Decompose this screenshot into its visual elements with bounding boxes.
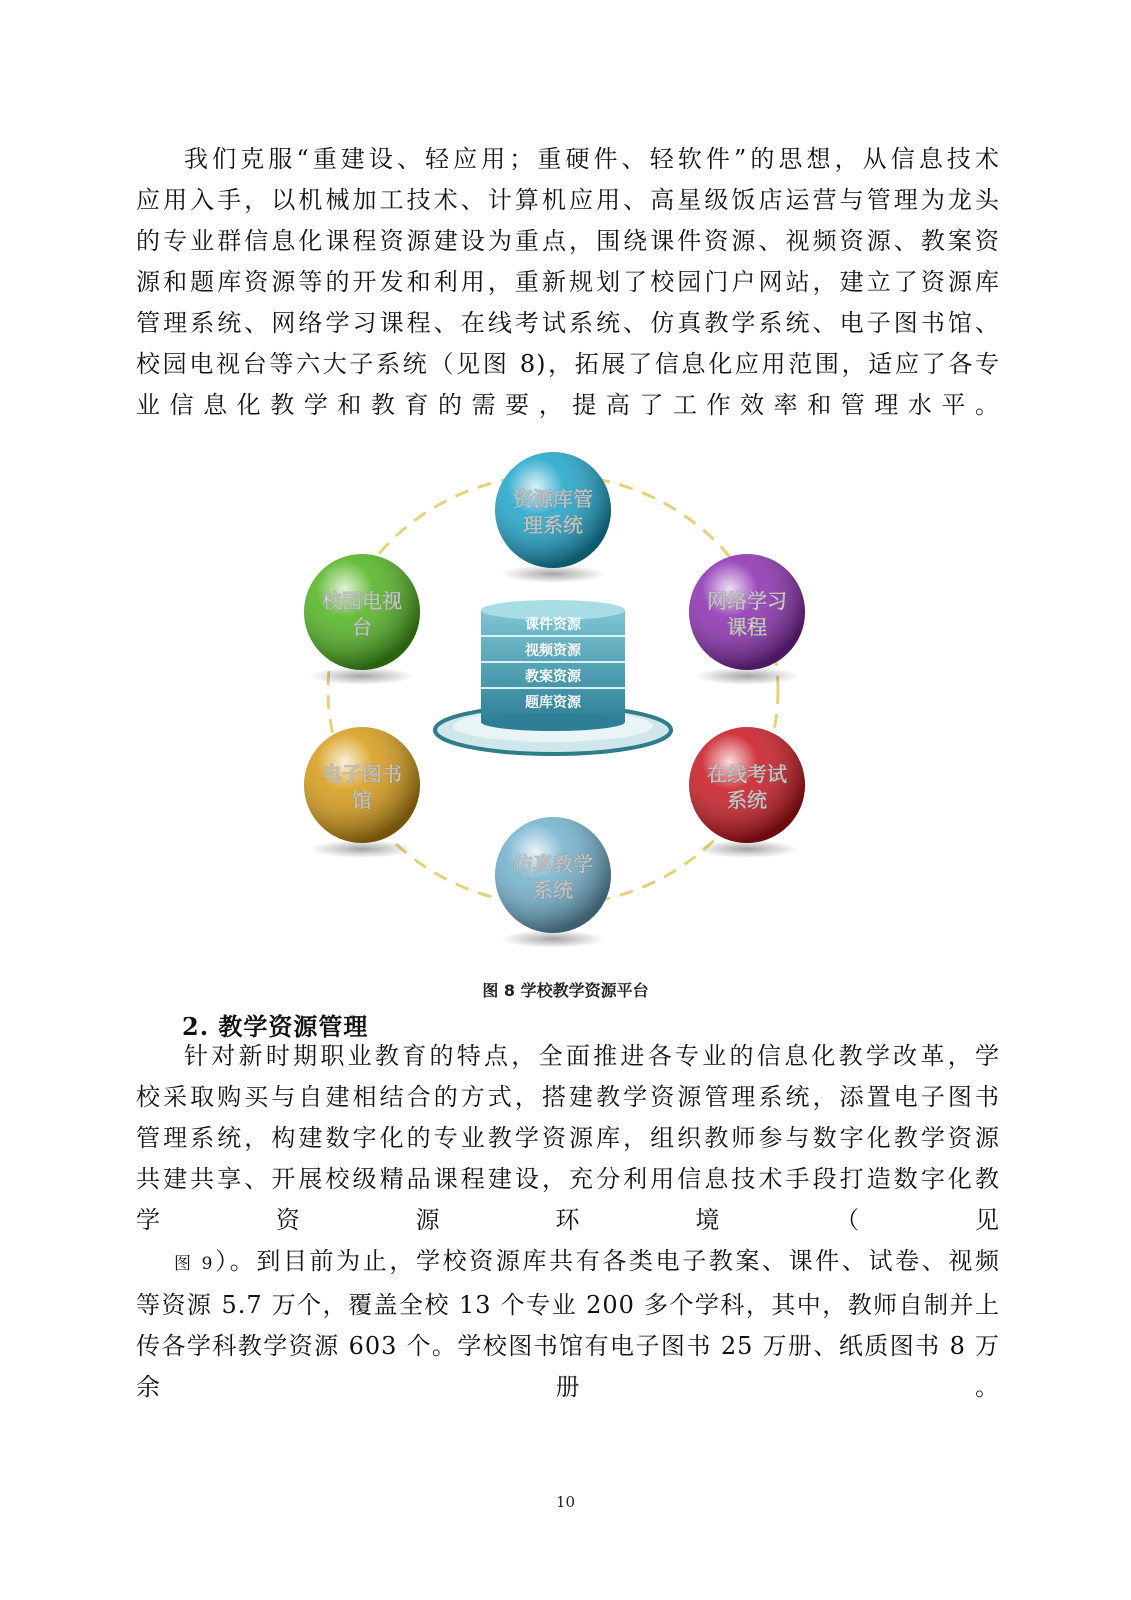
figure-caption: 图 8 学校教学资源平台 [482, 981, 649, 1000]
page-number: 10 [555, 1493, 576, 1511]
node-label: 馆 [352, 788, 372, 812]
text-line: 校园电视台等六大子系统（见图 8)，拓展了信息化应用范围，适应了各专 [136, 350, 1000, 378]
text-line: 校采取购买与自建相结合的方式，搭建教学资源管理系统，添置电子图书 [136, 1083, 1000, 1111]
node-label: 理系统 [523, 513, 583, 537]
text-line: 应用入手，以机械加工技术、计算机应用、高星级饭店运营与管理为龙头 [136, 186, 1000, 214]
text-line: 我们克服“重建设、轻应用；重硬件、轻软件”的思想，从信息技术 [184, 145, 1000, 173]
layer-label: 题库资源 [525, 695, 581, 711]
node-sphere [689, 727, 805, 858]
section-heading: 2. 教学资源管理 [182, 1012, 369, 1041]
text-line: 针对新时期职业教育的特点，全面推进各专业的信息化教学改革，学 [184, 1042, 1000, 1070]
node-sphere [689, 554, 805, 685]
central-database [435, 600, 671, 754]
node-label: 校园电视 [322, 589, 402, 613]
text-line: 源和题库资源等的开发和利用，重新规划了校园门户网站，建立了资源库 [136, 268, 1000, 296]
resource-platform-diagram [300, 430, 840, 970]
node-label: 资源库管 [513, 487, 593, 511]
text-line: 共建共享、开展校级精品课程建设，充分利用信息技术手段打造数字化教 [136, 1165, 1000, 1193]
text-line: 等资源 5.7 万个，覆盖全校 13 个专业 200 多个学科，其中，教师自制并上 [136, 1291, 1000, 1319]
text-line: 余册。 [136, 1373, 1000, 1401]
node-label: 电子图书 [322, 762, 402, 786]
node-sphere [495, 452, 611, 583]
layer-label: 视频资源 [525, 643, 581, 659]
text-fragment: ）。到目前为止，学校资源库共有各类电子教案、课件、试卷、视频 [213, 1247, 1000, 1275]
text-line: 的专业群信息化课程资源建设为重点，围绕课件资源、视频资源、教案资 [136, 227, 1000, 255]
node-label: 台 [352, 615, 372, 639]
node-label: 课程 [727, 615, 767, 639]
node-sphere [495, 817, 611, 948]
text-line: 管理系统、网络学习课程、在线考试系统、仿真教学系统、电子图书馆、 [136, 309, 1000, 337]
node-label: 仿真教学 [513, 852, 593, 876]
section2-paragraph [136, 1036, 1000, 1408]
layer-label: 课件资源 [525, 617, 581, 633]
node-label: 在线考试 [707, 762, 787, 786]
node-label: 系统 [533, 878, 573, 902]
text-line: 传各学科教学资源 603 个。学校图书馆有电子图书 25 万册、纸质图书 8 万 [136, 1332, 1000, 1360]
layer-label: 教案资源 [525, 669, 581, 685]
node-sphere [304, 554, 420, 685]
node-sphere [304, 727, 420, 858]
text-line: 管理系统，构建数字化的专业教学资源库，组织教师参与数字化教学资源 [136, 1124, 1000, 1152]
node-label: 网络学习 [707, 589, 787, 613]
text-line: 业信息化教学和教育的需要，提高了工作效率和管理水平。 [136, 391, 1000, 419]
intro-paragraph [136, 139, 1000, 426]
node-label: 系统 [727, 788, 767, 812]
text-line: 学资源环境（见 [136, 1206, 1000, 1234]
figure-reference: 图 9 [174, 1254, 214, 1274]
text-line [136, 1241, 1000, 1285]
